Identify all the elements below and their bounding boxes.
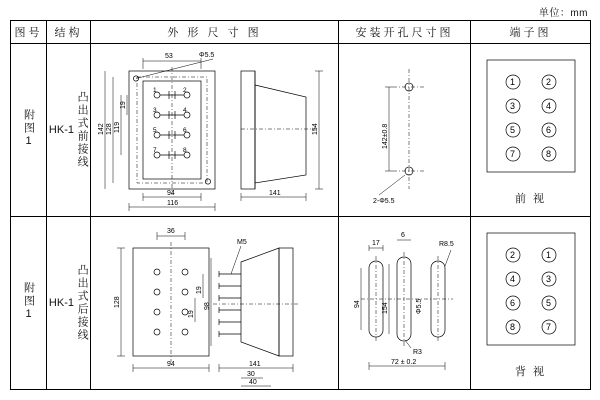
- svg-text:19: 19: [196, 286, 203, 294]
- cell-outline-1: [91, 44, 339, 217]
- outline-drawing-1: [91, 45, 337, 215]
- svg-text:3: 3: [545, 274, 551, 284]
- svg-text:3: 3: [509, 101, 515, 111]
- svg-text:6: 6: [401, 232, 405, 239]
- svg-text:2: 2: [509, 250, 515, 260]
- svg-text:Φ5.5: Φ5.5: [199, 52, 215, 59]
- cell-terminal-1: [471, 44, 591, 217]
- cell-structure-1: [47, 44, 91, 217]
- svg-text:119: 119: [114, 121, 121, 133]
- cell-fig-no-1: [11, 44, 47, 217]
- mounting-drawing-2: [339, 218, 469, 388]
- cell-mounting-1: [339, 44, 471, 217]
- svg-text:6: 6: [183, 127, 187, 134]
- svg-text:8: 8: [183, 147, 187, 154]
- table-header-row: [11, 21, 591, 44]
- svg-text:116: 116: [167, 200, 179, 207]
- svg-text:5: 5: [509, 125, 515, 135]
- svg-text:30: 30: [247, 371, 255, 378]
- svg-text:M5: M5: [237, 239, 247, 246]
- svg-text:72 ± 0.2: 72 ± 0.2: [391, 359, 417, 366]
- svg-text:19: 19: [120, 101, 127, 109]
- svg-text:7: 7: [509, 149, 515, 159]
- cell-mounting-2: [339, 217, 471, 390]
- svg-text:4: 4: [509, 274, 515, 284]
- svg-text:2: 2: [545, 77, 551, 87]
- mounting-drawing-1: [339, 45, 469, 215]
- terminal-diagram-2: [475, 227, 587, 363]
- structure-label-1: 凸出式前接线: [76, 91, 89, 169]
- header-structure: 结构: [47, 21, 91, 44]
- svg-text:8: 8: [545, 149, 551, 159]
- svg-text:40: 40: [249, 379, 257, 386]
- outline-drawing-2: [91, 218, 337, 388]
- svg-text:94: 94: [167, 190, 175, 197]
- svg-text:53: 53: [165, 53, 173, 60]
- svg-text:142: 142: [98, 123, 105, 135]
- svg-text:2: 2: [183, 87, 187, 94]
- header-fig-no: 图号: [11, 21, 47, 44]
- table-row: [11, 217, 591, 390]
- svg-text:1: 1: [509, 77, 515, 87]
- svg-text:4: 4: [183, 107, 187, 114]
- svg-text:128: 128: [114, 296, 121, 308]
- cell-fig-no-2: [11, 217, 47, 390]
- cell-structure-2: [47, 217, 91, 390]
- fig-no-label-2: 附图1: [22, 281, 35, 322]
- header-outline: 外 形 尺 寸 图: [91, 21, 339, 44]
- model-label-2: HK-1: [48, 297, 74, 309]
- svg-text:6: 6: [509, 298, 515, 308]
- svg-text:19: 19: [188, 310, 195, 318]
- svg-text:94: 94: [167, 361, 175, 368]
- svg-text:6: 6: [545, 125, 551, 135]
- svg-text:7: 7: [153, 147, 157, 154]
- terminal-diagram-1: [475, 54, 587, 190]
- structure-label-2: 凸出式后接线: [76, 264, 89, 342]
- svg-text:141: 141: [249, 361, 261, 368]
- svg-text:4: 4: [545, 101, 551, 111]
- svg-text:17: 17: [372, 240, 380, 247]
- svg-text:R8.5: R8.5: [439, 241, 454, 248]
- svg-text:5: 5: [153, 127, 157, 134]
- svg-text:94: 94: [354, 300, 361, 308]
- cell-terminal-2: [471, 217, 591, 390]
- dimension-table: [10, 20, 591, 390]
- terminal-view-label-1: 前 视: [514, 193, 547, 205]
- svg-text:3: 3: [153, 107, 157, 114]
- svg-text:142±0.8: 142±0.8: [382, 123, 389, 149]
- header-terminal: 端子图: [471, 21, 591, 44]
- svg-text:8: 8: [509, 322, 515, 332]
- svg-text:154: 154: [312, 123, 319, 135]
- header-mounting: 安装开孔尺寸图: [339, 21, 471, 44]
- table-row: [11, 44, 591, 217]
- svg-text:2-Φ5.5: 2-Φ5.5: [373, 198, 395, 205]
- svg-text:128: 128: [106, 123, 113, 135]
- svg-text:R3: R3: [413, 349, 422, 356]
- unit-note: 单位：mm: [538, 8, 588, 19]
- svg-text:141: 141: [269, 190, 281, 197]
- svg-text:98: 98: [204, 302, 211, 310]
- svg-text:1: 1: [153, 87, 157, 94]
- svg-text:Φ5.5: Φ5.5: [416, 298, 423, 314]
- terminal-view-label-2: 背 视: [514, 366, 547, 378]
- svg-text:5: 5: [545, 298, 551, 308]
- model-label-1: HK-1: [48, 124, 74, 136]
- fig-no-label-1: 附图1: [22, 108, 35, 149]
- svg-text:7: 7: [545, 322, 551, 332]
- svg-text:36: 36: [167, 228, 175, 235]
- cell-outline-2: [91, 217, 339, 390]
- svg-text:1: 1: [545, 250, 551, 260]
- svg-text:154: 154: [382, 302, 389, 314]
